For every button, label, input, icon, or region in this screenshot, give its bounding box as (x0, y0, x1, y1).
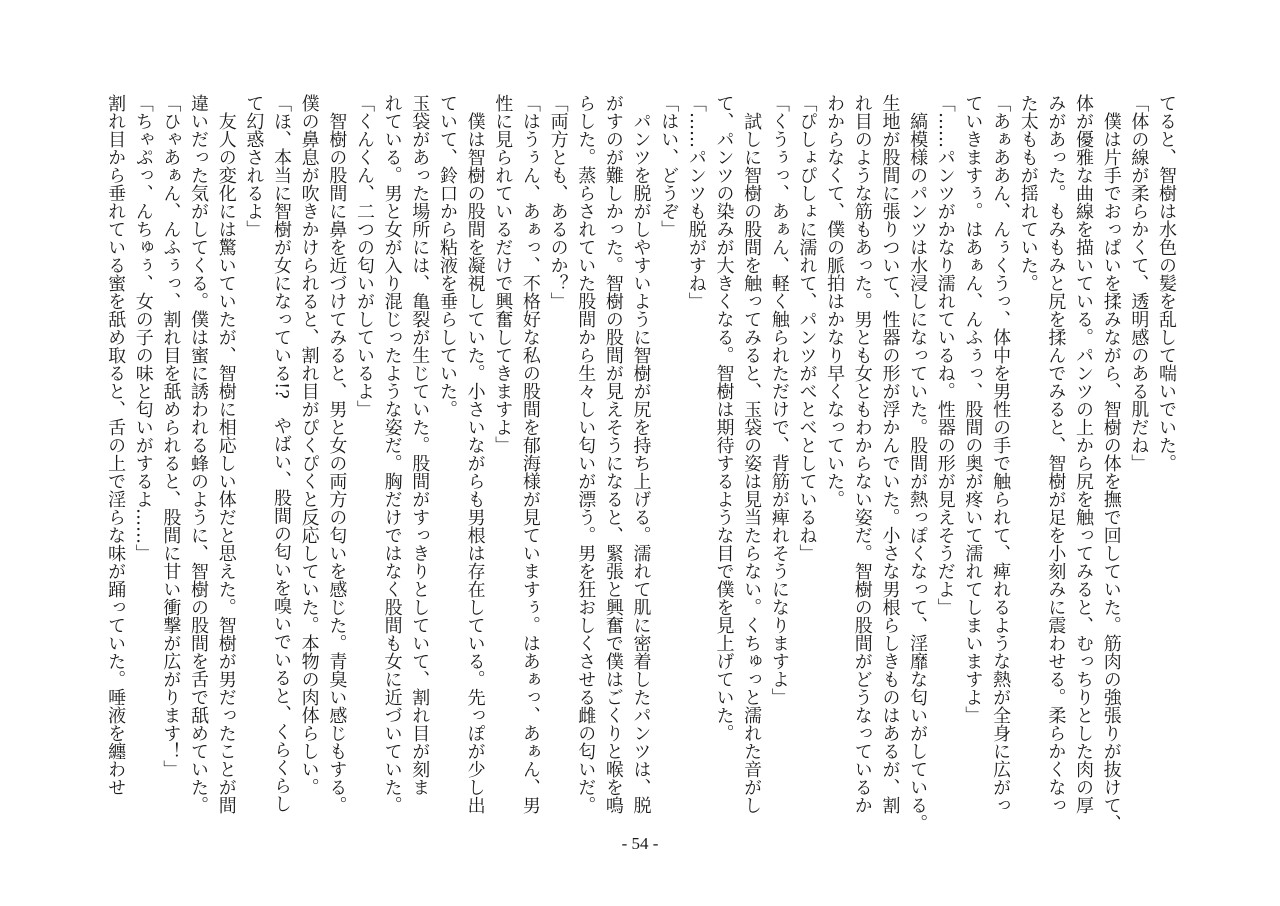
text-line: 「あぁああん、んぅくうっ、体中を男性の手で触られて、痺れるような熱が全身に広がっ (990, 94, 1012, 814)
text-line: 縞模様のパンツは水浸しになっていた。股間が熱っぽくなって、淫靡な匂いがしている。 (907, 94, 929, 832)
text-line: わからなくて、僕の脈拍はかなり早くなっていた。 (824, 94, 846, 508)
text-line: 性に見られているだけで興奮してきますよ」 (492, 94, 514, 454)
text-line: 友人の変化には驚いていたが、智樹に相応しい体だと思えた。智樹が男だったことが間 (215, 94, 237, 814)
text-line: て幻惑されるよ」 (243, 94, 265, 238)
text-line: 「はい、どうぞ」 (658, 94, 680, 238)
text-line: 智樹の股間に鼻を近づけてみると、男と女の両方の匂いを感じた。青臭い感じもする。 (326, 94, 348, 814)
text-line: 「……パンツも脱がすね」 (685, 94, 707, 310)
text-line: れている。男と女が入り混じったような姿だ。胸だけではなく股間も女に近づいていた。 (381, 94, 403, 814)
text-line: てると、智樹は水色の髪を乱して喘いでいた。 (1156, 94, 1177, 472)
text-line: 「……パンツがかなり濡れているね。性器の形が見えそうだよ」 (934, 94, 956, 616)
text-line: 違いだった気がしてくる。僕は蜜に誘われる蜂のように、智樹の股間を舌で舐めていた。 (188, 94, 210, 814)
text-line: ていきますぅ。はあぁん、んふぅっ、股間の奥が疼いて濡れてしまいますよ」 (962, 94, 984, 724)
text-line: 「両方とも、あるのか？」 (547, 94, 569, 310)
text-line: 玉袋があった場所には、亀裂が生じていた。股間がすっきりとしていて、割れ目が刻ま (409, 94, 431, 796)
vertical-text-body (100, 94, 1180, 832)
text-line: 「くうぅっ、あぁん、軽く触られただけで、背筋が痺れそうになりますよ」 (768, 94, 790, 706)
text-line: 僕の鼻息が吹きかけられると、割れ目がぴくぴくと反応していた。本物の肉体らしい。 (298, 94, 320, 796)
text-line: ていて、鈴口から粘液を垂らしていた。 (436, 94, 458, 418)
text-line: れ目のような筋もあった。男とも女ともわからない姿だ。智樹の股間がどうなっているか (851, 94, 873, 814)
text-line: 「ちゃぷっ、んちゅぅ、女の子の味と匂いがするよ……」 (132, 94, 154, 562)
text-line: 「体の線が柔らかくて、透明感のある肌だね」 (1128, 94, 1150, 472)
text-line: 「ほ、本当に智樹が女になっている!? やばい、股間の匂いを嗅いでいると、くらくらし (271, 94, 292, 813)
text-line: 「ぴしょぴしょに濡れて、パンツがべとべとしているね」 (796, 94, 818, 562)
text-line: 「くんくん、二つの匂いがしているよ」 (353, 94, 375, 418)
text-line: らした。蒸らされていた股間から生々しい匂いが漂う。男を狂おしくさせる雌の匂いだ。 (575, 94, 597, 814)
text-line: 「はうぅん、あぁっ、不格好な私の股間を郁海様が見ていますぅ。はあぁっ、あぁん、男 (519, 94, 541, 814)
text-line: 僕は智樹の股間を凝視していた。小さいながらも男根は存在している。先っぽが少し出 (464, 94, 486, 814)
text-line: がすのが難しかった。智樹の股間が見えそうになると、緊張と興奮で僕はごくりと喉を鳴 (602, 94, 624, 814)
text-line: パンツを脱がしやすいように智樹が尻を持ち上げる。濡れて肌に密着したパンツは、脱 (630, 94, 652, 814)
text-line: 試しに智樹の股間を触ってみると、玉袋の姿は見当たらない。くちゅっと濡れた音がし (741, 94, 763, 814)
text-line: 生地が股間に張りついて、性器の形が浮かんでいた。小さな男根らしきものはあるが、割 (879, 94, 901, 814)
text-line: て、パンツの染みが大きくなる。智樹は期待するような目で僕を見上げていた。 (713, 94, 735, 742)
text-line: た太ももが揺れていた。 (1017, 94, 1039, 292)
text-line: 割れ目から垂れている蜜を舐め取ると、舌の上で淫らな味が踊っていた。唾液を纏わせ (105, 94, 127, 796)
text-line: 僕は片手でおっぱいを揉みながら、智樹の体を撫で回していた。筋肉の強張りが抜けて、 (1100, 94, 1122, 832)
page-number: - 54 - (621, 834, 659, 853)
text-line: 体が優雅な曲線を描いている。パンツの上から尻を触ってみると、むっちりとした肉の厚 (1073, 94, 1095, 814)
text-line: みがあった。もみもみと尻を揉んでみると、智樹が足を小刻みに震わせる。柔らかくなっ (1045, 94, 1067, 814)
text-line: 「ひゃあぁん、んふぅっ、割れ目を舐められると、股間に甘い衝撃が広がります！」 (160, 94, 182, 778)
